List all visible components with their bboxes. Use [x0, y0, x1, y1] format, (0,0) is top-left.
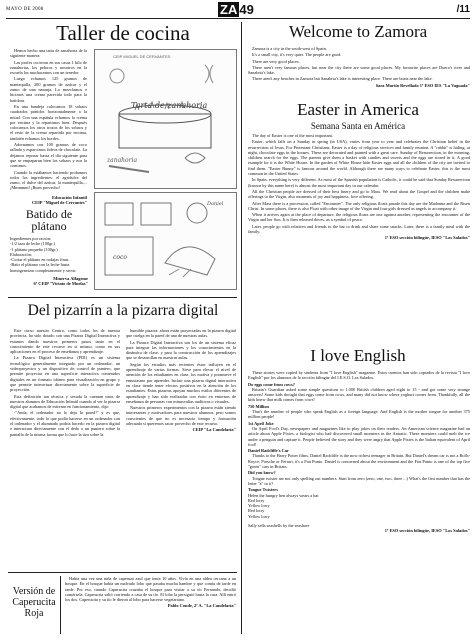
pizarra-paragraph: humilde pizarra: ahora están proyectadas en la pizarra digital que cuelga en la pared de una de nuestras aulas. — [126, 328, 236, 339]
english-item-text: Tongue twister are not only spelling out numbers. Start from zero (zero, one, two, three ...) What's the first number that has the letter "a" in it? — [248, 475, 470, 486]
pizarra-column-1 — [10, 328, 120, 438]
easter-signature: 1º ESO sección bilingüe, IESO "Los Salados" — [384, 235, 470, 241]
english-item-text: Britain's Guardian asked some simple questions to 1.000 British children aged eight to 15 - and got some very strange answers! Some kids thought that eggs come from cows, and many did not know where yoghurt comes from. Thankfully, all the kids knew that milk comes from cows! — [248, 386, 470, 403]
english-item-title: Did you know? — [248, 470, 276, 476]
pizarra-paragraph: Según los estudios más recientes éstas influyen en el aprendizaje de varias formas. Sirve para elevar el nivel de atención de los estudiantes en clase, los motiva y promueve el entusiasmo por aprender. Incluir una pizarra digital interactiva en clase tiende tener efectos positivos en la atención de los estudiantes. Estas pizarras apoyan muchos estilos diferentes de aprendizaje y han sido realizadas con éxito en entornos de enseñanza de personas con minusvalías auditivas o visuales. — [126, 361, 236, 404]
easter-text — [248, 133, 470, 241]
zamora-paragraph: There aren't any beaches in Zamora but Sanabria's lake is interesting place. There are boats near the lake. — [252, 76, 433, 82]
batido-line: -1 plátano pequeño (100gr.) — [10, 246, 58, 252]
zamora-text — [248, 46, 470, 88]
taller-paragraph: Hemos hecho una tarta de zanahoria de la siguiente manera: — [10, 48, 87, 59]
zamora-paragraph: Zamora is a city in the south-west of Spain. — [252, 46, 327, 51]
pizarra-paragraph: Esta definición tan técnica y sesuda la cuentan unos de nuestros alumnos de Educación Infantil cuando al ver la pizarra digital que acabamos de estrenar en funcionamiento, dijo: — [10, 393, 120, 410]
pizarra-paragraph: La Pizarra Digital Interactiva (PDI) es un sistema tecnológico generalmente integrado por un ordenador, un videoproyector y un dispositivo de control de puntero, que permite proyectar en una superficie interactiva contenidos digitales en un formato idóneo para visualización en grupo y que permite interactuar directamente sobre la superficie de proyección. — [10, 355, 120, 393]
brand-number: 49 — [239, 2, 254, 17]
taller-signature-line: CEIP "Miguel de Cervantes" — [32, 199, 87, 205]
drawing-label-cake: Tarta de zanahoria — [131, 101, 208, 110]
taller-text — [10, 48, 87, 205]
zamora-paragraph: There aren't very famous places, but near the city there are some good places. My favourite places are Duero's river and Sanabria's lake. — [248, 64, 470, 76]
english-title: I love English — [310, 346, 406, 365]
twisters-title: Tongue Twisters — [248, 487, 278, 493]
english-item-title: Daniel Radcliffe's Car — [248, 448, 289, 454]
twister-line: Red lorry — [248, 497, 265, 503]
english-text — [248, 370, 470, 534]
english-item-title: Do eggs come from cows? — [248, 381, 295, 387]
ingredients-drawing-icon — [95, 193, 236, 289]
batido-line: Elaboración: — [10, 251, 32, 257]
drawing-label-name: Daniel — [207, 201, 224, 207]
header-brand — [218, 2, 254, 17]
caperucita-divider — [60, 576, 61, 634]
child-drawing-1 — [94, 49, 237, 189]
page-number: /11 — [456, 4, 470, 15]
easter-paragraph: After Mass there is a procession, called "Encounter". The only religious floats parade this day are the Madonna and the Risen Christ. In some places, there is also Float with other image of the Virgin and four girls dressed as angels to accompany it. — [248, 200, 470, 211]
easter-paragraph: When it arrives again at the place of departure, the religious floats are one against another, representing the encounter of the Virgin and her Son. It is then released doves, as a symbol of peace. — [248, 212, 470, 223]
batido-signature-line: 6º CEIP "Viriato de Muelas" — [33, 281, 88, 287]
taller-paragraph: Adornamos con 100 gramos de coco rallado y esparcimos fideos de chocolate. La dejamos reposar hasta el día siguiente para que se empaparan bien los sobaos y nos la comimos. — [10, 142, 87, 169]
taller-signature — [10, 195, 87, 205]
english-item-text: Thanks to the Harry Potter films, Daniel Radcliffe is the now richest teenager in Britain. But Daniel's dream car is not a Rolls-Royce, Porsche or Ferrari, it's a Fiat Punto. Daniel is concerned about the environment and the Fiat Punto is one of the top five "green" cars in Britain. — [248, 453, 470, 470]
drawing-label-carrot: zanahoria — [107, 157, 138, 164]
zamora-paragraph: It's a small city, it's very quiet. The people are good. — [252, 52, 342, 58]
twister-line: Red lorry — [248, 508, 265, 514]
caperucita-title: Versión de Caperucita Roja — [12, 586, 56, 619]
english-intro: These stories were copied by students from "I love English" magazine. Estos cuentos han sido copiados de la revista "I love English" por los alumnos de la sección bilingüe del I.E.S.O. Los Salados. — [248, 370, 470, 381]
twister-line: Helen the hungry hen always wears a hat — [248, 492, 319, 498]
column-divider — [241, 22, 242, 634]
english-signature: 1º ESO sección bilingüe, IESO "Los Salados" — [384, 528, 470, 534]
twister-line: Yellow lorry — [248, 513, 270, 519]
drawing-caption: CEIP MIGUEL DE CERVANTES — [113, 54, 171, 59]
caperucita-text — [65, 576, 236, 609]
batido-signature — [10, 276, 88, 286]
english-item-text: That's the number of people who speak English as a foreign language. And English is the mother tongue for another 375 million people! — [248, 409, 470, 420]
taller-paragraph: Las profes cocieron en sus casas 1 kilo de zanahorias, los peloros y nosotros en la escuela las machacamos con un tenedor. — [10, 59, 87, 76]
batido-line: -Cortar el plátano en rodajas finas. — [10, 257, 70, 263]
caperucita-signature: Pablo Conde, 2º A. "La Candelaria" — [167, 603, 236, 609]
pizarra-paragraph: Nuestros primeros experimentos con la pizarra están siendo interesantes y motivadores para nuestros alumnos, pero somos conscientes de que no es necesario tiempo y formación adecuada si queremos sacar provecho de este recurso. — [126, 405, 236, 427]
batido-line: -Batir el plátano con la leche hasta homogeneizar completamente y servir. — [10, 262, 77, 273]
english-item-title: 1st April Joke — [248, 420, 274, 426]
pizarra-signature: CEIP "La Candelaria" — [192, 427, 236, 433]
pizarra-paragraph: Este curso nuestro Centro, como todos los de nuestra provincia, ha sido dotado con una Pizarra Digital Interactiva y estamos dando nuestros primeros pasos tanto en el conocimiento de este recurso en sí mismo, como en sus aplicaciones en el proceso de enseñanza y aprendizaje. — [10, 328, 120, 355]
caperucita-paragraph: Había una vez una niña de caperuza azul que tenía 10 años. Vivía en una aldea cercana a un bosque. En el bosque había un malvado lobo que pasaba mucha hambre y que comía de tarde en tarde. Por eso, cuando Caperucita cruzaba el bosque para visitar a su tío Fernando, decidió comérsela. Caperucita salió corriendo a casa de su tío. El lobo la persiguió hasta la casa. Allí entró los dos. Caperucita y su tío le dieron al lobo para hacerse vegetariano. — [65, 576, 236, 603]
page-header — [6, 2, 470, 19]
pizarra-title: Del pizarrín a la pizarra digital — [27, 302, 219, 319]
batido-text — [10, 236, 88, 286]
zamora-paragraph: There are very good places. — [252, 58, 300, 64]
brand-za: ZA — [220, 2, 238, 17]
batido-title: Batido de plátano — [25, 207, 73, 233]
easter-paragraph: Easter, which falls on a Sunday in spring (in USA), varies from year to year and celebrates the Christian belief in the resurrection of Jesus. For Protestant Christians, Easter is a day of religious services and family reunion. A "rabbit" is hiding, at night, chocolate eggs in the houses. These are decorated and painted with a great care. Sunday of Resurrection, in the morning, children search for the eggs. The parents give them a basket with candies and sweets and the eggs are stored in it. A good example for it is the White House. In the garden of White House hide Easter eggs and all the children of the city are invited to find them. "Easter Bunny" is famous around the world. Although there are many ways to celebrate Easter, this is the most common in the United States. — [248, 139, 470, 177]
batido-signature-line: Minerva Alfageme — [53, 276, 88, 282]
cake-drawing-icon — [95, 50, 236, 188]
twister-line: Yellow lorry — [248, 503, 270, 509]
easter-paragraph: Later, people go with relatives and friends to the bar to drink and share some snacks. Later, there is a family meal with the family. — [248, 223, 470, 235]
pizarra-column-2 — [126, 328, 236, 433]
english-item-text: On April Fool's Day, newspapers and magazines like to play jokes on their readers. An American science magazine had an article about Apple Pixies, a biologist who had discovered small monsters in the Antartic. These monsters could melt the ice under a penguin and capture it. People believed the story and they were angry that Apple Pixies is the Italian equivalent of April fool! — [248, 425, 470, 447]
easter-paragraph: All the Christian people are dressed of their best finery and go to Mass. We read about the Gospel and the children make offerings to the Virgin, also moments of joy and happiness, love offering. — [248, 188, 470, 200]
zamora-title: Welcome to Zamora — [288, 22, 428, 41]
child-drawing-2 — [94, 192, 237, 290]
easter-paragraph: In Spain, everything is very different. As most of the Spanish population is Catholic, it could be said that Sunday Resurrection (known by this name here) is almost the most important day in our calendar. — [248, 177, 470, 188]
twisters-list — [248, 493, 470, 529]
drawing-label-coconut: coco — [113, 254, 127, 261]
batido-line: Ingredientes por ración: — [10, 236, 52, 241]
zamora-signature: Sara Martín Revellado 1º ESO IES "La Vaguada" — [375, 82, 470, 88]
section-divider — [8, 297, 237, 298]
easter-title: Easter in America — [297, 100, 419, 119]
taller-signature-line: Educación Infantil — [51, 194, 87, 200]
section-divider — [8, 572, 237, 573]
pizarra-paragraph: La Pizarra Digital Interactiva son los de un sistema eficaz para integrar las informaciones y los conocimientos en la dinámica de clase, y para la construcción de los aprendizajes que se desarrollan en nuestras aulas. — [126, 339, 236, 361]
easter-paragraph: The day of Easter is one of the most important. — [252, 133, 333, 138]
taller-paragraph: Luego echamos 125 gramos de mantequilla, 200 gramos de azúcar y el zumo de una naranja. Lo mezclamos e hicimos una crema parecida todo para la batidora. — [10, 76, 87, 103]
taller-title: Taller de cocina — [56, 21, 190, 45]
batido-line: -1/2 taza de leche (100gr.) — [10, 241, 55, 247]
easter-subtitle: Semana Santa en América — [310, 121, 406, 131]
twister-line: Sally sells seashells by the seashore — [248, 523, 310, 529]
english-item-title: 750 Million — [248, 403, 269, 409]
taller-paragraph: Cuando la estábamos haciendo probamos todos los ingredientes: el agridulce del zumo, el dulce del azúcar, la mantequilla,... ¡Mmmmm! ¡Buen provecho! — [10, 169, 87, 191]
pizarra-paragraph: -"Anda, el ordenador no lo deja la pared!" y es que, efectivamente, todo lo que podía hacerse en un ordenador con el ordenador y el alumnado podría hacerlo en la pizarra digital e interactuar directamente con el dedo o un puntero sobre la pantalla de la misma forma que lo hace la tiza sobre la — [10, 410, 120, 437]
header-date: MAYO DE 2008 — [6, 7, 44, 12]
taller-paragraph: En una bandeja colocamos 18 sobaos cuadrados partidos horizontalmente a la mitad. Con una espátula echamos la crema por encima y la repartimos bien. Después colocamos los otros trozos de los sobaos y el resto de la crema repartida por encima, también echamos los bordes. — [10, 103, 87, 141]
